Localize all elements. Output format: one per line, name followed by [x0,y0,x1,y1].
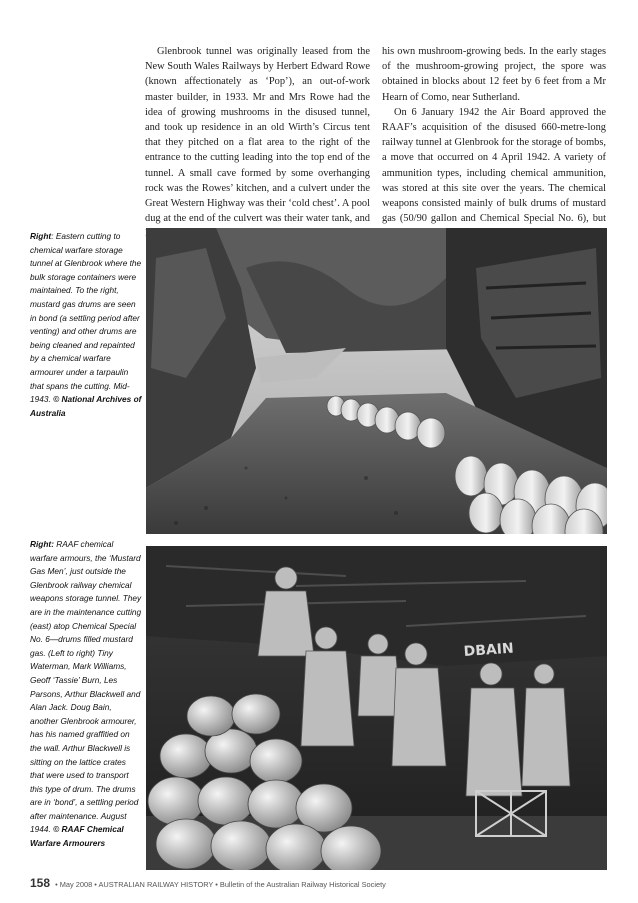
caption-credit: © RAAF Chemical Warfare Armourers [30,824,124,849]
article-column-right [382,44,606,242]
photo-caption-cutting [30,230,142,420]
article-column-left [145,44,370,242]
caption-text: : Eastern cutting to chemical warfare storage tunnel at Glenbrook where the bulk storage containers were maintained. To the right, mustard gas drums are seen in bond (a settling period after venting) and other drums are being cleaned and repainted by a chemical warfare armourer under a tarpaulin that spans the cutting. Mid-1943. [30,231,142,405]
article-paragraph: Glenbrook tunnel was originally leased from the New South Wales Railways by Herbert Edward Rowe (known affectionately as ‘Pop’), an out-of-work master builder, in 1933. Mr and Mrs Rowe had the idea of growing mushrooms in the disused tunnel, and took up residence in an old Wirth’s Circus tent that they pitched on a flat area to the right of the entrance to the cutting leading into the top end of the tunnel. A small cave formed by some overhanging rock was the Rowes’ kitchen, and a culvert under the Great Western Highway was their ‘cold chest’. A pool dug at the end of the culvert was their water tank, and [145,46,370,225]
photo-mustard-gas-men [146,546,607,870]
caption-text: RAAF chemical warfare armours, the ‘Mustard Gas Men’, just outside the Glenbrook railway chemical weapons storage tunnel. They are in the maintenance cutting (east) atop Chemical Special No. 6—drums filled mustard gas. (Left to right) Tiny Waterman, Mark Williams, Geoff ‘Tassie’ Burn, Les Parsons, Arthur Blackwell and Alan Jack. Doug Bain, another Glenbrook armourer, has his named graffitied on the wall. Arthur Blackwell is sitting on the lattice crates that were used to transport this type of drum. The drums are in ‘bond’, a settling period after maintenance. August 1944. [30,539,142,835]
photo-caption-armourers [30,538,142,851]
photo-eastern-cutting [146,228,607,534]
footer-text: • May 2008 • AUSTRALIAN RAILWAY HISTORY • Bulletin of the Australian Railway Historical Society [55,880,386,889]
article-paragraph: On 6 January 1942 the Air Board approved the RAAF’s acquisition of the disused 660-metre-long railway tunnel at Glenbrook for the storage of bombs, a move that occurred on 4 April 1942. A variety of ammunition types, including chemical ammunition, was stored at this site over the years. The chemical weapons consisted mainly of bulk drums of mustard gas (50/90 gallon and Chemical Special No. 6), but [382,106,606,225]
article-paragraph: his own mushroom-growing beds. In the early stages of the mushroom-growing project, the spore was obtained in blocks about 12 feet by 6 feet from a Mr Hearn of Como, near Sutherland. [382,46,606,103]
caption-lead: Right: [30,539,54,549]
caption-lead: Right [30,231,52,241]
page-number: 158 [30,876,51,890]
cutting-photo-illustration [146,228,607,534]
page-footer [30,876,610,890]
caption-credit: © National Archives of Australia [30,394,142,418]
armourers-photo-illustration [146,546,607,870]
graffiti-text: DBAIN [463,640,515,660]
